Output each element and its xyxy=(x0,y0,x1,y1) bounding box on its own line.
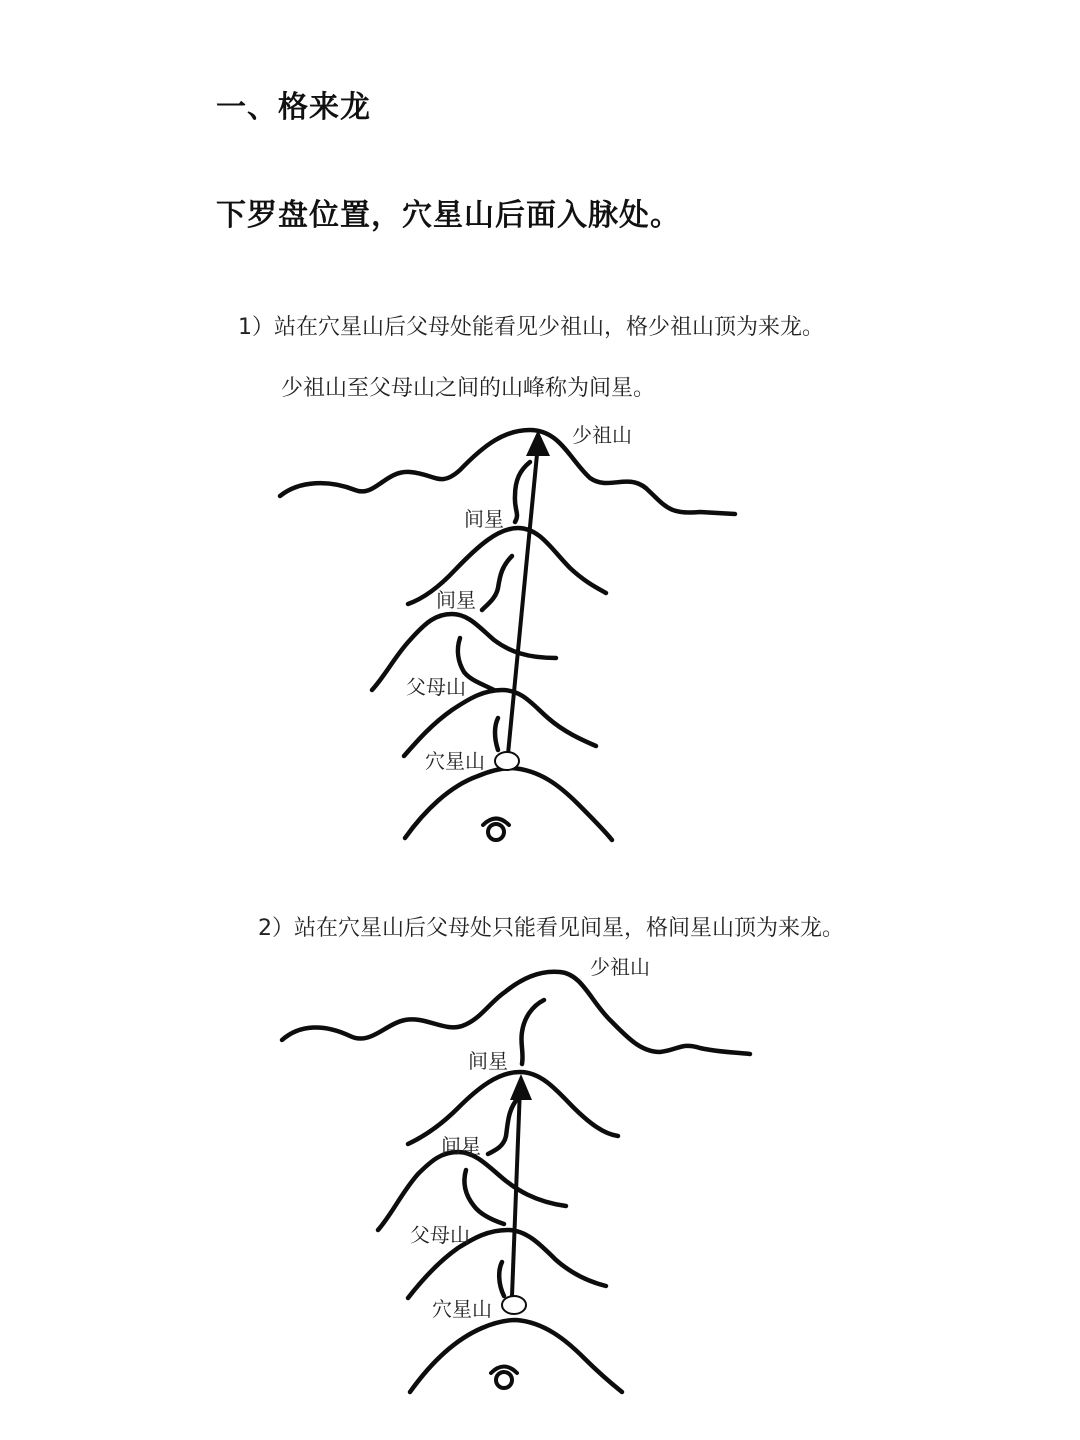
label-fumushan: 父母山 xyxy=(410,1223,470,1247)
subtitle: 下罗盘位置，穴星山后面入脉处。 xyxy=(216,198,681,233)
luopan-icon xyxy=(491,1367,517,1389)
label-shaozushan: 少祖山 xyxy=(590,955,650,979)
case1-note: 少祖山至父母山之间的山峰称为间星。 xyxy=(281,376,656,401)
label-jianxing-upper: 间星 xyxy=(468,1049,508,1073)
ridge-branch-mid xyxy=(488,1098,518,1154)
case1-text: 1）站在穴星山后父母处能看见少祖山，格少祖山顶为来龙。 xyxy=(238,315,824,340)
ridge-shaozushan xyxy=(280,430,735,514)
ridge-xuexingshan xyxy=(405,768,612,840)
label-jianxing-lower: 间星 xyxy=(436,588,476,612)
ridge-fumushan xyxy=(404,690,596,756)
ridge-branch-fumu xyxy=(495,718,498,750)
ridge-jianxing-lower xyxy=(378,1152,566,1230)
ridge-branch-upper xyxy=(515,462,530,522)
label-jianxing-upper: 间星 xyxy=(464,507,504,531)
section-title: 一、格来龙 xyxy=(216,90,371,125)
label-xuexingshan: 穴星山 xyxy=(425,749,485,773)
diagram-case2 xyxy=(0,940,1080,1410)
label-shaozushan: 少祖山 xyxy=(572,423,632,447)
diagram-case1 xyxy=(0,400,1080,860)
ridge-branch-fumu xyxy=(499,1262,504,1296)
arrowhead xyxy=(510,1074,532,1100)
xue-point xyxy=(502,1296,526,1314)
label-xuexingshan: 穴星山 xyxy=(432,1297,492,1321)
ridge-branch-mid xyxy=(482,556,512,610)
ridge-shaozushan xyxy=(282,972,750,1054)
ridge-branch-upper xyxy=(521,1000,544,1064)
xue-point xyxy=(495,752,519,770)
label-jianxing-lower: 间星 xyxy=(441,1134,481,1158)
label-fumushan: 父母山 xyxy=(406,675,466,699)
case2-text: 2）站在穴星山后父母处只能看见间星，格间星山顶为来龙。 xyxy=(258,916,844,941)
luopan-icon xyxy=(483,819,509,841)
ridge-xuexingshan xyxy=(410,1320,622,1392)
ridge-branch-lower xyxy=(464,1170,504,1224)
